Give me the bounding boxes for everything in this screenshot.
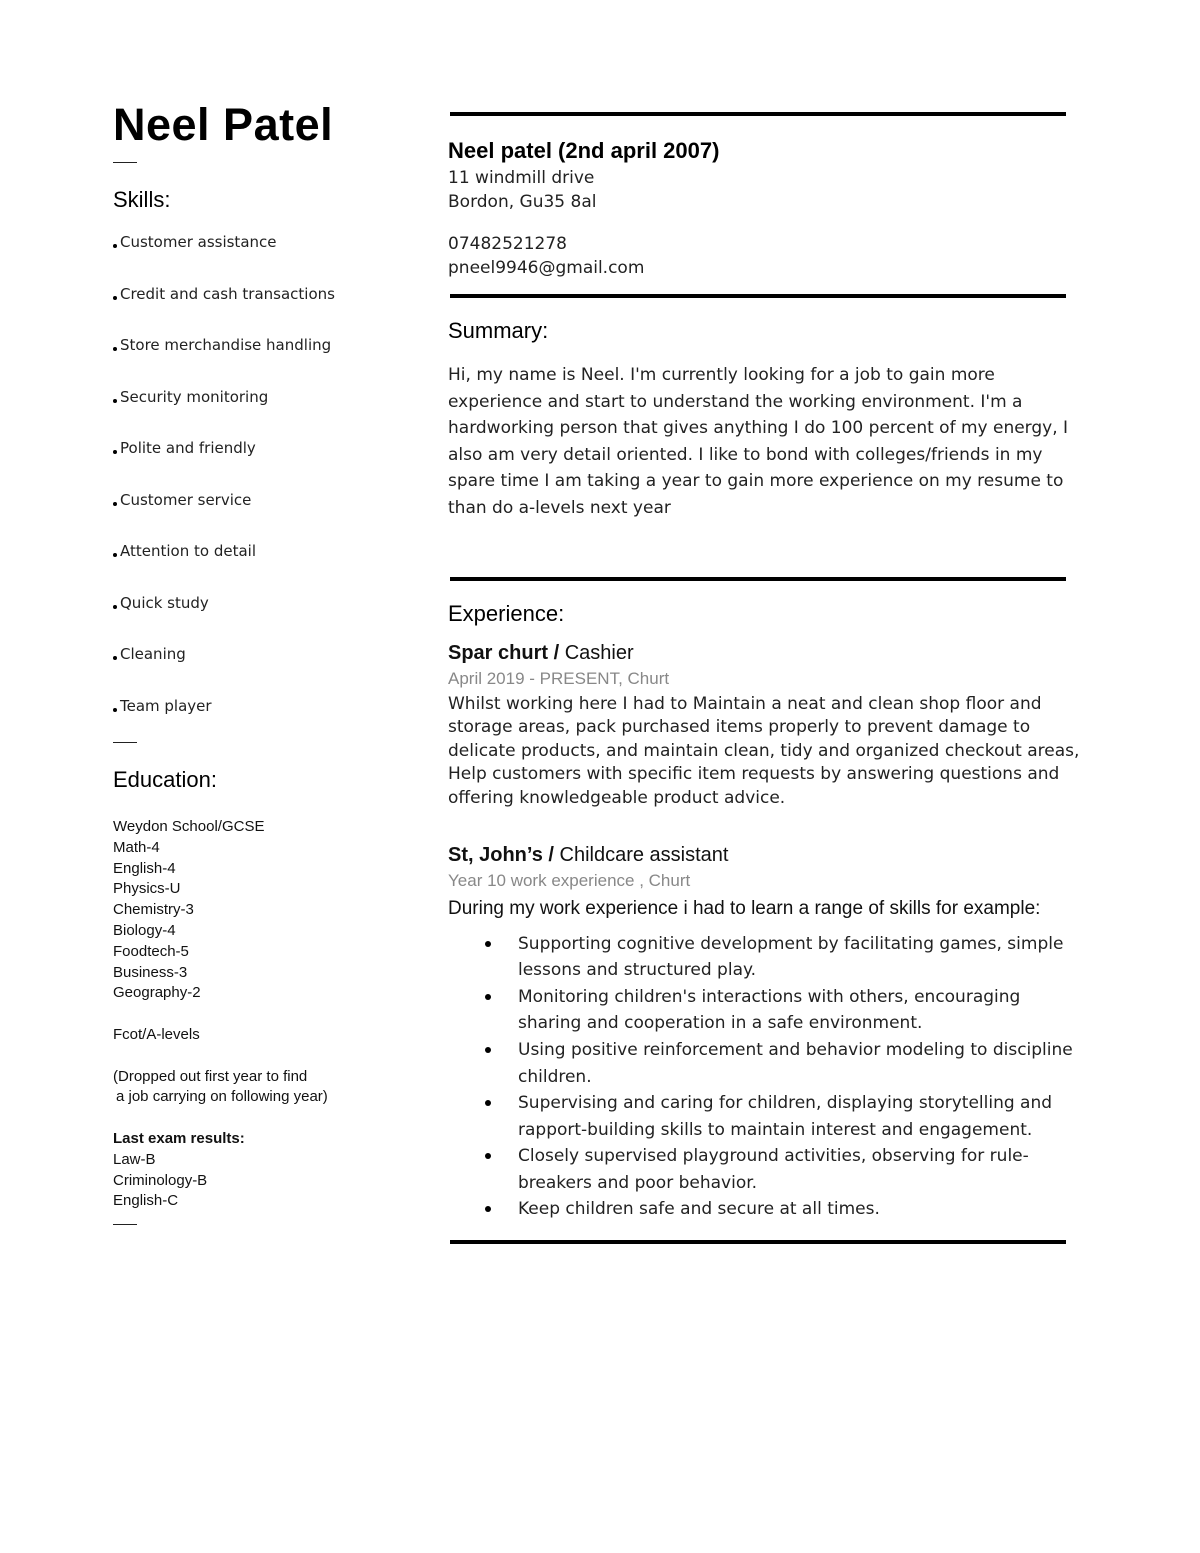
education-note: a job carrying on following year): [116, 1088, 328, 1106]
job-description: Whilst working here I had to Maintain a neat and clean shop floor and storage areas, pack purchased items properly to prevent damage to delicate products, and maintain clean, tidy and organized checkout areas, Help customers with specific item requests by answering questions and offering knowledgeable product advice.: [448, 693, 1080, 808]
bullet-icon: [113, 244, 117, 248]
bullet-icon: [485, 941, 491, 947]
summary-heading: Summary:: [448, 318, 549, 343]
education-note: (Dropped out first year to find: [113, 1067, 308, 1085]
skill-item: Store merchandise handling: [113, 335, 413, 387]
spacer: [113, 1004, 413, 1025]
job-meta: Year 10 work experience , Churt: [448, 870, 691, 890]
last-results-label: Last exam results:: [113, 1129, 245, 1147]
section-rule: [450, 112, 1066, 116]
grade-item: Math-4: [113, 838, 160, 856]
section-rule: [450, 1240, 1066, 1244]
duty-item: Supporting cognitive development by facilitating games, simple lessons and structured play.: [448, 931, 1088, 984]
grade-item: Biology-4: [113, 921, 176, 939]
experience-heading: Experience:: [448, 600, 565, 626]
bullet-icon: [485, 994, 491, 1000]
bullet-icon: [485, 1206, 491, 1212]
bullet-icon: [113, 399, 117, 403]
bullet-icon: [113, 296, 117, 300]
address-line: 11 windmill drive: [448, 168, 595, 188]
job-role: Cashier: [564, 641, 634, 664]
grade-item: English-C: [113, 1192, 179, 1210]
job-title: [448, 843, 1088, 867]
skill-item: Credit and cash transactions: [113, 284, 413, 336]
job-entry: [448, 641, 1088, 811]
skill-item: Cleaning: [113, 644, 413, 696]
grade-item: Criminology-B: [113, 1171, 208, 1189]
duty-list: [448, 931, 1088, 1224]
grade-item: Geography-2: [113, 984, 201, 1002]
divider-dash: [113, 162, 137, 163]
bullet-icon: [113, 708, 117, 712]
spacer: [448, 214, 1088, 232]
bullet-icon: [485, 1047, 491, 1053]
bullet-icon: [113, 605, 117, 609]
duty-item: Closely supervised playground activities, observing for rule-breakers and poor behavior.: [448, 1143, 1088, 1196]
resume-name: Neel Patel: [113, 99, 334, 150]
bullet-icon: [113, 450, 117, 454]
divider-dash: [113, 1224, 137, 1225]
spacer: [113, 1046, 413, 1067]
bullet-icon: [113, 347, 117, 351]
job-description: During my work experience i had to learn a range of skills for example:: [448, 897, 1041, 919]
phone-number: 07482521278: [448, 234, 567, 254]
address-line: Bordon, Gu35 8al: [448, 192, 597, 212]
skill-item: Polite and friendly: [113, 438, 413, 490]
grade-item: English-4: [113, 859, 176, 877]
left-column: [113, 96, 413, 1225]
skill-item: Team player: [113, 696, 413, 748]
duty-item: Monitoring children's interactions with others, encouraging sharing and cooperation in a safe environment.: [448, 984, 1088, 1037]
college-name: Fcot/A-levels: [113, 1025, 200, 1043]
job-role: Childcare assistant: [559, 843, 729, 866]
job-org: Spar churt /: [448, 641, 560, 664]
job-title: [448, 641, 1088, 665]
grade-item: Chemistry-3: [113, 901, 194, 919]
skill-item: Customer assistance: [113, 232, 413, 284]
grade-item: Law-B: [113, 1150, 156, 1168]
job-org: St, John’s /: [448, 843, 554, 866]
right-column: [448, 112, 1088, 1244]
bullet-icon: [485, 1153, 491, 1159]
bullet-icon: [113, 553, 117, 557]
duty-item: Supervising and caring for children, displaying storytelling and rapport-building skills to maintain interest and engagement.: [448, 1090, 1088, 1143]
bullet-icon: [485, 1100, 491, 1106]
skills-heading: Skills:: [113, 187, 171, 212]
education-details: [113, 817, 413, 1212]
bullet-icon: [113, 502, 117, 506]
contact-name: Neel patel (2nd april 2007): [448, 138, 720, 163]
contact-block: [448, 166, 1088, 280]
spacer: [113, 1108, 413, 1129]
skill-item: Security monitoring: [113, 387, 413, 439]
email-address: pneel9946@gmail.com: [448, 258, 645, 278]
section-rule: [450, 294, 1066, 298]
job-entry: [448, 843, 1088, 1224]
duty-item: Keep children safe and secure at all times.: [448, 1196, 1088, 1223]
grade-item: Foodtech-5: [113, 942, 189, 960]
job-meta: April 2019 - PRESENT, Churt: [448, 668, 670, 688]
skill-item: Customer service: [113, 490, 413, 542]
skill-item: Quick study: [113, 593, 413, 645]
skill-item: Attention to detail: [113, 541, 413, 593]
bullet-icon: [113, 656, 117, 660]
summary-text: Hi, my name is Neel. I'm currently looking for a job to gain more experience and start to understand the working environment. I'm a hardworking person that gives anything I do 100 percent of my energy, I also am very detail oriented. I like to bond with colleges/friends in my spare time I am taking a year to gain more experience on my resume to than do a-levels next year: [448, 365, 1069, 518]
section-rule: [450, 577, 1066, 581]
school-name: Weydon School/GCSE: [113, 818, 265, 835]
grade-item: Business-3: [113, 963, 188, 981]
education-heading: Education:: [113, 767, 217, 792]
duty-item: Using positive reinforcement and behavior modeling to discipline children.: [448, 1037, 1088, 1090]
divider-dash: [113, 742, 137, 743]
skills-list: [113, 232, 413, 747]
grade-item: Physics-U: [113, 880, 181, 898]
